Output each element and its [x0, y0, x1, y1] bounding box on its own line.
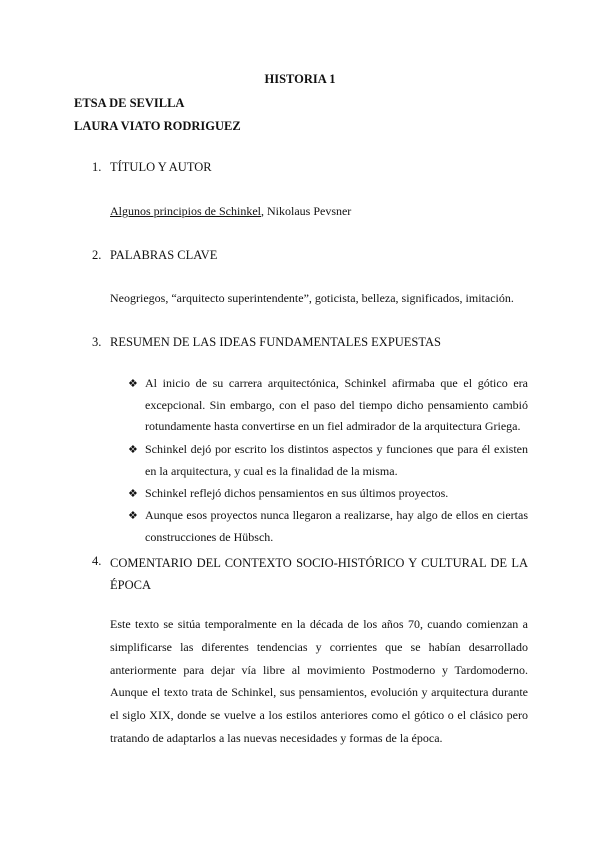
section-4-title: COMENTARIO DEL CONTEXTO SOCIO-HISTÓRICO Y CULTURAL DE LA ÉPOCA: [110, 556, 528, 592]
keywords-text: Neogriegos, “arquitecto superintendente”, goticista, belleza, significados, imitación.: [110, 291, 514, 305]
section-1-number: 1.: [92, 160, 102, 174]
section-3-title: RESUMEN DE LAS IDEAS FUNDAMENTALES EXPUESTAS: [110, 335, 441, 349]
summary-bullet-4: Aunque esos proyectos nunca llegaron a realizarse, hay algo de ellos en ciertas construcciones de Hübsch.: [145, 508, 528, 544]
work-title: Algunos principios de Schinkel: [110, 204, 261, 218]
bullet-icon: ❖: [128, 444, 138, 456]
author-name: LAURA VIATO RODRIGUEZ: [74, 119, 241, 133]
school-name: ETSA DE SEVILLA: [74, 96, 185, 110]
bullet-icon: ❖: [128, 510, 138, 522]
work-author: , Nikolaus Pevsner: [260, 204, 352, 218]
section-1-title: TÍTULO Y AUTOR: [110, 160, 212, 174]
summary-bullet-2: Schinkel dejó por escrito los distintos aspectos y funciones que para él existen en la arquitectura, y cual es la finalidad de la misma.: [145, 442, 528, 478]
work-reference: [110, 204, 351, 219]
section-2-number: 2.: [92, 248, 102, 262]
section-2-title: PALABRAS CLAVE: [110, 248, 218, 262]
section-4-number: 4.: [92, 554, 102, 568]
bullet-icon: ❖: [128, 488, 138, 500]
context-paragraph: Este texto se sitúa temporalmente en la década de los años 70, cuando comienzan a simplificarse las diferentes tendencias y corrientes que se habían desarrollado anteriormente para dejar vía libre al movimiento Postmoderno y Tardomoderno. Aunque el texto trata de Schinkel, sus pensamientos, evolución y arquitectura durante el siglo XIX, donde se vuelve a los estilos anteriores como el gótico o el clásico pero tratando de adaptarlos a las nuevas necesidades y formas de la época.: [110, 617, 528, 745]
summary-bullet-1: Al inicio de su carrera arquitectónica, Schinkel afirmaba que el gótico era excepcional. Sin embargo, con el paso del tiempo dicho pensamiento cambió rotundamente hasta convertirse en un fiel admirador de la arquitectura Griega.: [145, 376, 528, 433]
section-3-number: 3.: [92, 335, 102, 349]
document-title: HISTORIA 1: [264, 72, 336, 86]
bullet-icon: ❖: [128, 378, 138, 390]
summary-bullet-3: Schinkel reflejó dichos pensamientos en sus últimos proyectos.: [145, 486, 449, 500]
